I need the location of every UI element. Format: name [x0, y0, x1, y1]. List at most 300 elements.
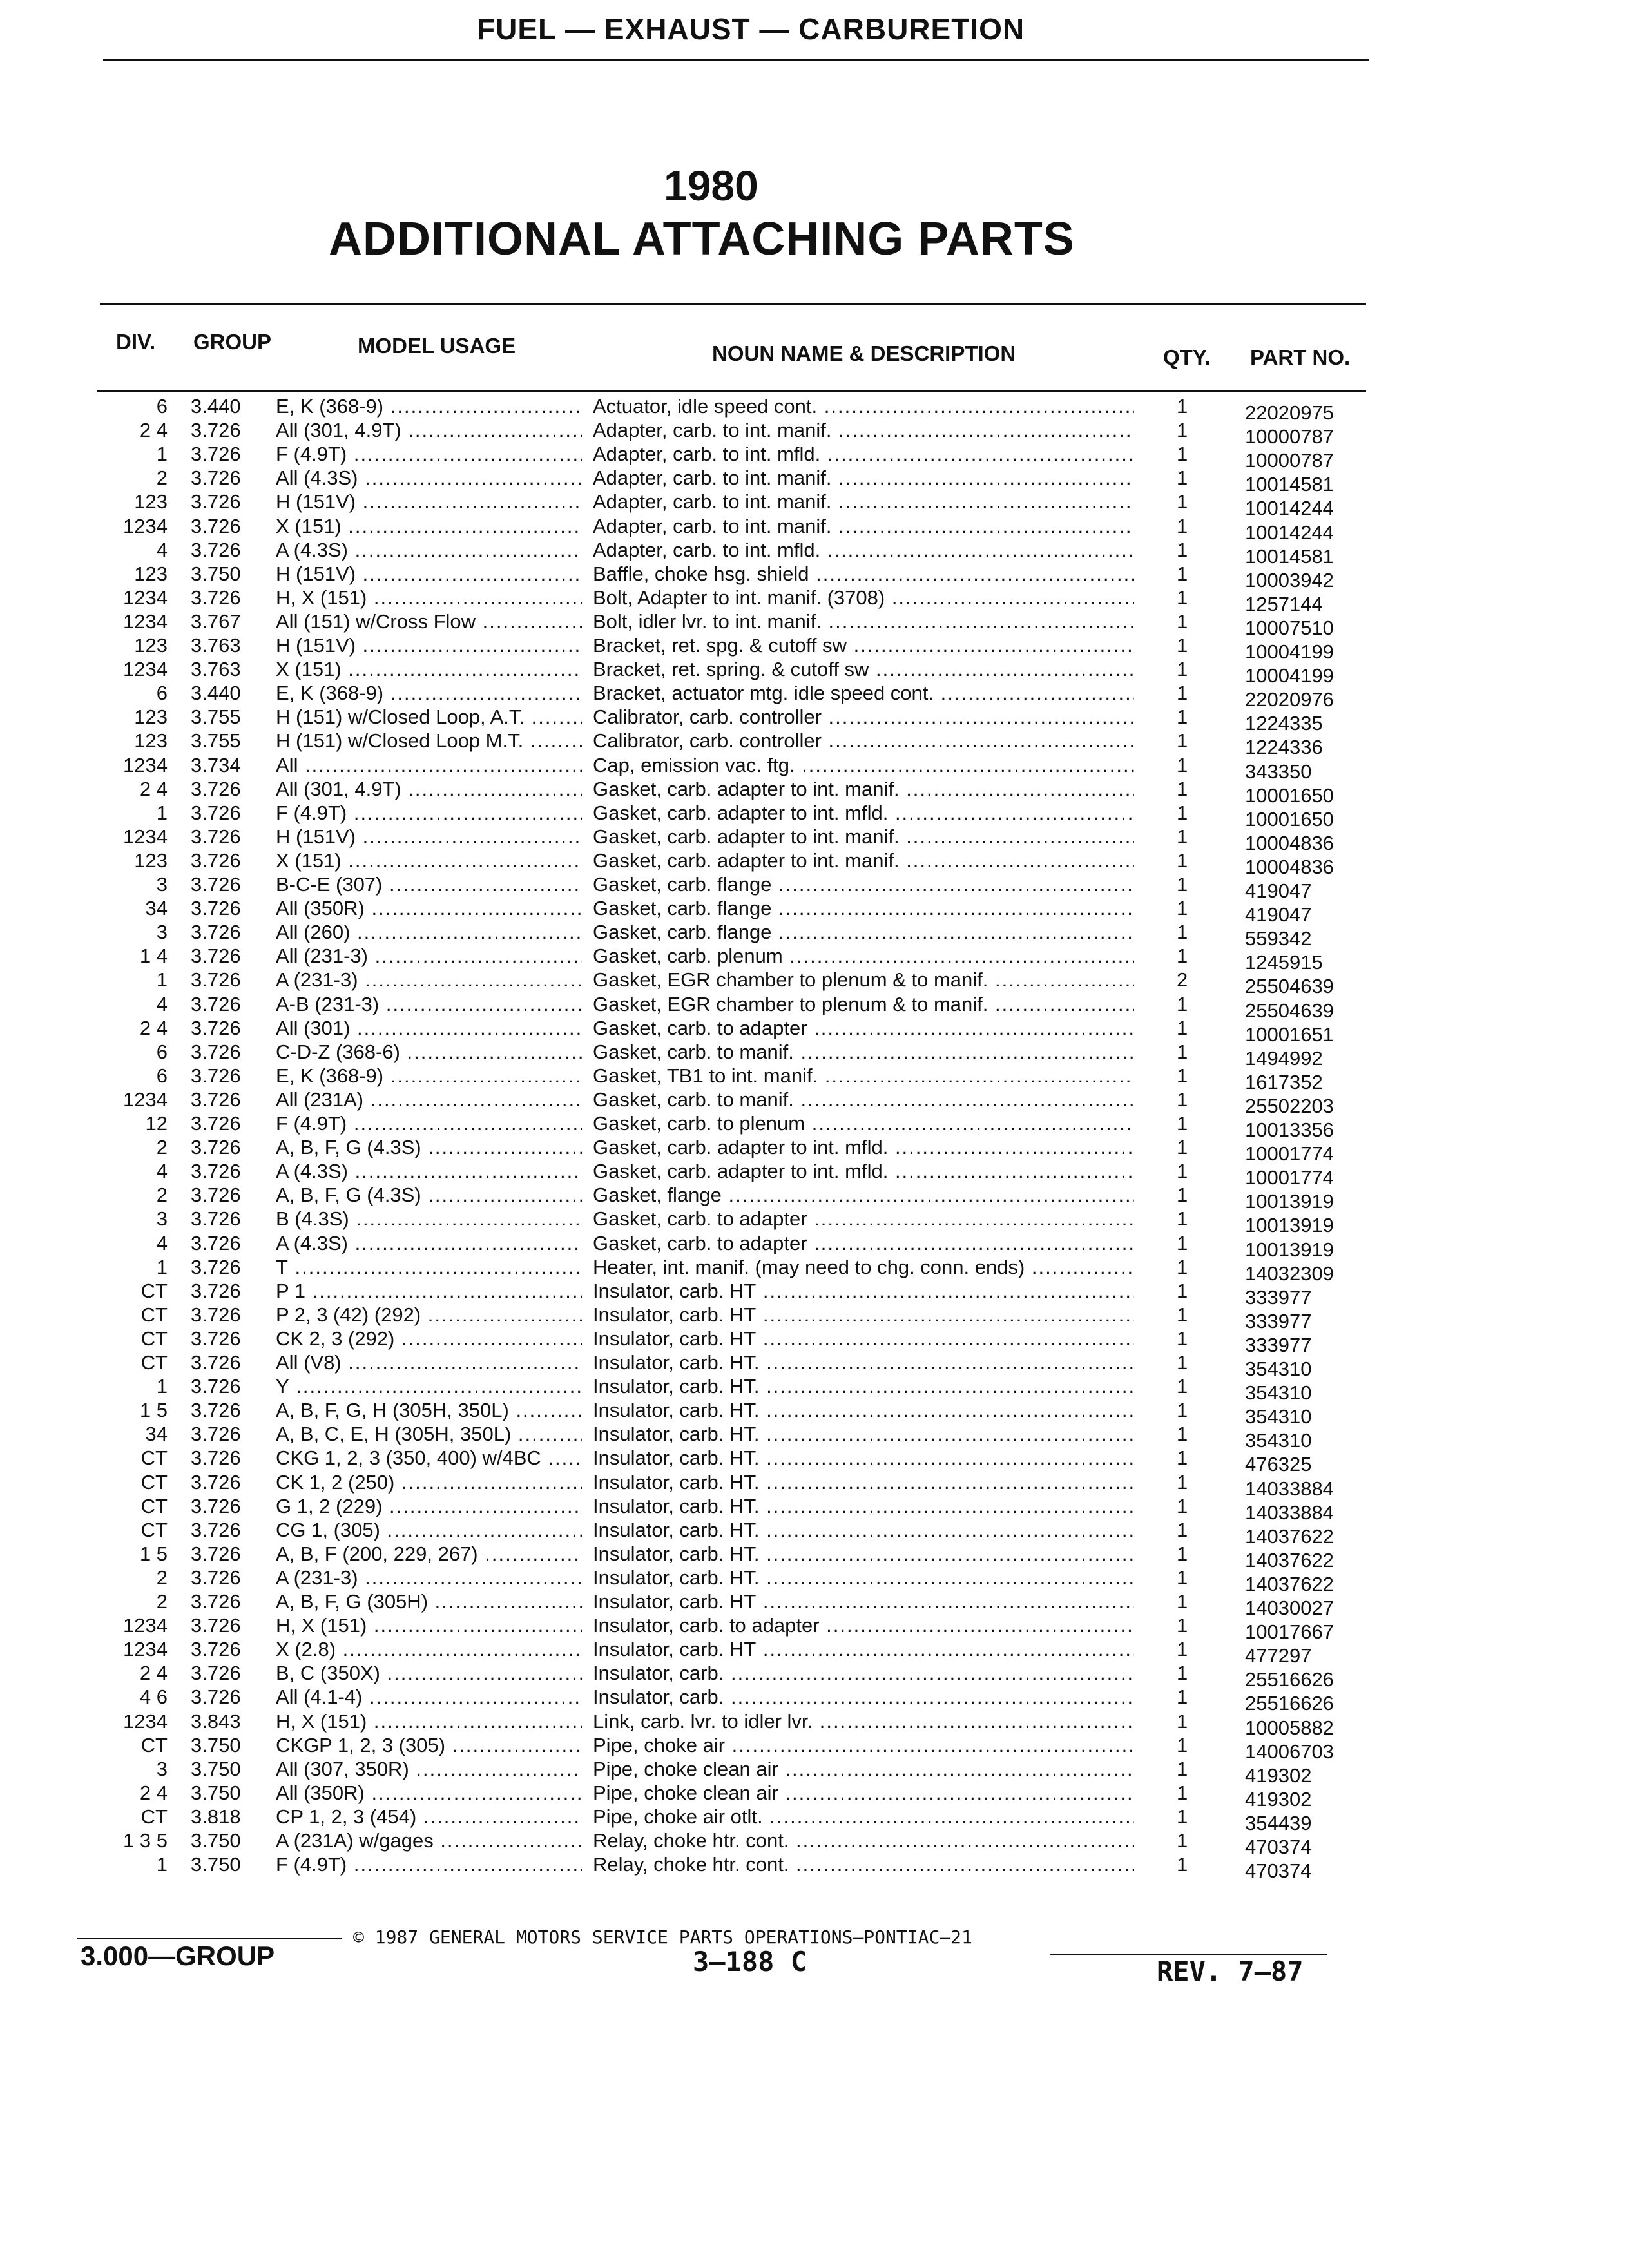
row-group: 3.726: [191, 1423, 241, 1446]
row-group: 3.818: [191, 1805, 241, 1828]
row-qty: 1: [1177, 538, 1188, 561]
row-qty: 1: [1177, 490, 1188, 514]
row-group: 3.726: [191, 1160, 241, 1183]
year-heading: 1980: [664, 162, 758, 209]
row-noun-description: Insulator, carb. .....: [593, 1661, 1134, 1685]
row-qty: 1: [1177, 1614, 1188, 1637]
row-group: 3.726: [191, 419, 241, 442]
row-group: 3.726: [191, 586, 241, 609]
row-qty: 1: [1177, 992, 1188, 1015]
row-div: CT: [140, 1470, 168, 1494]
row-qty: 1: [1177, 873, 1188, 896]
row-div: 2: [156, 466, 168, 490]
row-group: 3.726: [191, 490, 241, 514]
row-part-no: 1257144: [1245, 592, 1323, 615]
row-div: 6: [156, 395, 168, 418]
row-model-usage: CK 1, 2 (250) .....: [276, 1470, 582, 1494]
row-noun-description: Gasket, carb. adapter to int. manif. .....: [593, 777, 1134, 801]
table-row: [0, 872, 1629, 902]
row-part-no: 476325: [1245, 1453, 1312, 1476]
header-rule-bottom: [97, 390, 1366, 392]
row-model-usage: A (231A) w/gages .....: [276, 1829, 582, 1852]
table-row: [0, 896, 1629, 927]
row-model-usage: All (231-3) .....: [276, 944, 582, 968]
row-group: 3.726: [191, 825, 241, 848]
row-div: 2 4: [139, 1662, 168, 1685]
row-noun-description: Bracket, ret. spring. & cutoff sw .....: [593, 657, 1134, 681]
row-qty: 1: [1177, 1351, 1188, 1374]
row-group: 3.726: [191, 514, 241, 537]
row-div: 1234: [123, 1709, 168, 1733]
row-noun-description: Insulator, carb. to adapter .....: [593, 1613, 1134, 1637]
table-row: [0, 1733, 1629, 1763]
row-noun-description: Gasket, EGR chamber to plenum & to manif. .....: [593, 992, 1134, 1016]
table-row: [0, 1685, 1629, 1715]
row-part-no: 25502203: [1245, 1094, 1334, 1117]
row-part-no: 14037622: [1245, 1548, 1334, 1571]
row-group: 3.750: [191, 1757, 241, 1780]
row-qty: 1: [1177, 1375, 1188, 1398]
row-noun-description: Pipe, choke clean air .....: [593, 1781, 1134, 1805]
row-div: 1 5: [139, 1542, 168, 1565]
row-model-usage: All (231A) .....: [276, 1088, 582, 1111]
row-noun-description: Gasket, EGR chamber to plenum & to manif. .....: [593, 968, 1134, 992]
row-qty: 1: [1177, 395, 1188, 418]
row-group: 3.767: [191, 610, 241, 633]
row-noun-description: Bolt, Adapter to int. manif. (3708) .....: [593, 586, 1134, 610]
row-div: CT: [140, 1733, 168, 1756]
table-row: [0, 729, 1629, 759]
table-row: [0, 1327, 1629, 1356]
row-part-no: 14030027: [1245, 1597, 1334, 1619]
row-part-no: 10014244: [1245, 497, 1334, 520]
row-part-no: 419302: [1245, 1763, 1312, 1787]
row-div: 4 6: [139, 1686, 168, 1709]
row-noun-description: Actuator, idle speed cont. .....: [593, 394, 1134, 418]
row-noun-description: Gasket, carb. adapter to int. manif. .....: [593, 825, 1134, 849]
row-qty: 1: [1177, 1494, 1188, 1517]
row-group: 3.726: [191, 801, 241, 824]
row-part-no: 419047: [1245, 879, 1312, 902]
row-part-no: 354310: [1245, 1358, 1312, 1380]
row-group: 3.726: [191, 1088, 241, 1111]
row-noun-description: Insulator, carb. HT .....: [593, 1637, 1134, 1661]
row-qty: 1: [1177, 1829, 1188, 1852]
row-div: 4: [156, 1160, 168, 1183]
row-group: 3.726: [191, 945, 241, 968]
row-qty: 1: [1177, 1733, 1188, 1756]
row-qty: 1: [1177, 419, 1188, 442]
row-noun-description: Pipe, choke clean air .....: [593, 1757, 1134, 1781]
row-part-no: 10013356: [1245, 1119, 1334, 1141]
row-group: 3.726: [191, 968, 241, 992]
row-group: 3.440: [191, 682, 241, 705]
row-qty: 1: [1177, 1040, 1188, 1063]
row-group: 3.726: [191, 873, 241, 896]
row-part-no: 1224335: [1245, 712, 1323, 735]
row-div: 123: [134, 849, 168, 872]
row-noun-description: Link, carb. lvr. to idler lvr. .....: [593, 1709, 1134, 1733]
table-row: [0, 1518, 1629, 1548]
row-qty: 1: [1177, 729, 1188, 753]
row-div: CT: [140, 1518, 168, 1541]
table-row: [0, 753, 1629, 783]
row-noun-description: Calibrator, carb. controller .....: [593, 729, 1134, 753]
row-div: 4: [156, 1231, 168, 1254]
table-row: [0, 586, 1629, 615]
row-div: 2: [156, 1136, 168, 1159]
row-qty: 1: [1177, 1088, 1188, 1111]
row-part-no: 10000787: [1245, 425, 1334, 448]
row-noun-description: Insulator, carb. HT .....: [593, 1303, 1134, 1327]
row-model-usage: All (151) w/Cross Flow .....: [276, 610, 582, 633]
row-model-usage: X (151) .....: [276, 849, 582, 872]
row-qty: 1: [1177, 1279, 1188, 1302]
table-row: [0, 514, 1629, 544]
row-part-no: 14037622: [1245, 1524, 1334, 1548]
row-group: 3.726: [191, 1303, 241, 1326]
row-model-usage: All (350R) .....: [276, 896, 582, 920]
row-part-no: 10004836: [1245, 831, 1334, 854]
row-part-no: 10013919: [1245, 1238, 1334, 1261]
row-model-usage: A-B (231-3) .....: [276, 992, 582, 1016]
row-model-usage: H (151) w/Closed Loop M.T. .....: [276, 729, 582, 753]
table-row: [0, 1040, 1629, 1070]
row-model-usage: All (350R) .....: [276, 1781, 582, 1805]
row-model-usage: All (301, 4.9T) .....: [276, 777, 582, 801]
row-group: 3.755: [191, 706, 241, 729]
table-row: [0, 1231, 1629, 1261]
row-qty: 1: [1177, 1207, 1188, 1231]
row-group: 3.726: [191, 1064, 241, 1087]
row-div: 3: [156, 921, 168, 944]
row-div: 3: [156, 1757, 168, 1780]
row-group: 3.726: [191, 921, 241, 944]
row-part-no: 1617352: [1245, 1070, 1323, 1093]
row-group: 3.750: [191, 562, 241, 585]
row-part-no: 14037622: [1245, 1572, 1334, 1595]
column-header-noun-name: NOUN NAME & DESCRIPTION: [712, 341, 1016, 365]
row-group: 3.726: [191, 1112, 241, 1135]
row-qty: 1: [1177, 777, 1188, 800]
column-header-group: GROUP: [193, 330, 272, 354]
row-div: CT: [140, 1446, 168, 1470]
row-div: 34: [145, 897, 168, 920]
table-row: [0, 1805, 1629, 1834]
row-part-no: 333977: [1245, 1285, 1312, 1309]
row-div: 1234: [123, 610, 168, 633]
row-div: 1234: [123, 1638, 168, 1661]
row-noun-description: Pipe, choke air otlt. .....: [593, 1805, 1134, 1829]
table-row: [0, 1470, 1629, 1500]
row-group: 3.750: [191, 1853, 241, 1876]
row-div: 123: [134, 634, 168, 657]
row-qty: 1: [1177, 921, 1188, 944]
table-row: [0, 1422, 1629, 1452]
row-qty: 1: [1177, 1231, 1188, 1254]
row-div: 1 4: [139, 945, 168, 968]
table-row: [0, 1016, 1629, 1046]
row-div: 2 4: [139, 777, 168, 800]
row-noun-description: Gasket, TB1 to int. manif. .....: [593, 1064, 1134, 1088]
row-noun-description: Insulator, carb. HT. .....: [593, 1350, 1134, 1374]
row-model-usage: A, B, F, G (4.3S) .....: [276, 1183, 582, 1207]
row-group: 3.726: [191, 1231, 241, 1254]
row-qty: 1: [1177, 1566, 1188, 1589]
row-div: 2 4: [139, 419, 168, 442]
table-row: [0, 633, 1629, 663]
row-noun-description: Gasket, carb. flange .....: [593, 872, 1134, 896]
row-group: 3.726: [191, 1542, 241, 1565]
row-model-usage: E, K (368-9) .....: [276, 1064, 582, 1088]
row-model-usage: All (307, 350R) .....: [276, 1757, 582, 1781]
row-noun-description: Insulator, carb. HT. .....: [593, 1422, 1134, 1446]
row-group: 3.726: [191, 1327, 241, 1350]
row-part-no: 559342: [1245, 927, 1312, 950]
row-noun-description: Insulator, carb. .....: [593, 1685, 1134, 1709]
row-noun-description: Gasket, carb. flange .....: [593, 896, 1134, 920]
row-group: 3.726: [191, 849, 241, 872]
row-part-no: 10001650: [1245, 807, 1334, 831]
row-noun-description: Gasket, carb. adapter to int. mfld. .....: [593, 1159, 1134, 1183]
footer-rule-left: [77, 1938, 342, 1939]
row-div: 3: [156, 1207, 168, 1231]
row-part-no: 14006703: [1245, 1740, 1334, 1763]
row-part-no: 10003942: [1245, 568, 1334, 591]
row-part-no: 354439: [1245, 1811, 1312, 1834]
table-row: [0, 1279, 1629, 1309]
row-part-no: 10004199: [1245, 664, 1334, 687]
row-div: 123: [134, 562, 168, 585]
row-div: CT: [140, 1303, 168, 1326]
row-div: 6: [156, 682, 168, 705]
table-row: [0, 1398, 1629, 1428]
table-row: [0, 1709, 1629, 1739]
row-part-no: 343350: [1245, 760, 1312, 783]
table-row: [0, 920, 1629, 950]
row-group: 3.750: [191, 1781, 241, 1804]
row-qty: 1: [1177, 1303, 1188, 1326]
table-row: [0, 849, 1629, 878]
row-part-no: 10014581: [1245, 544, 1334, 568]
row-model-usage: F (4.9T) .....: [276, 1111, 582, 1135]
row-model-usage: A, B, F (200, 229, 267) .....: [276, 1542, 582, 1566]
table-row: [0, 825, 1629, 854]
row-group: 3.726: [191, 1016, 241, 1039]
row-group: 3.755: [191, 729, 241, 753]
row-group: 3.726: [191, 897, 241, 920]
row-group: 3.726: [191, 1638, 241, 1661]
row-part-no: 10013919: [1245, 1190, 1334, 1213]
table-row: [0, 1159, 1629, 1189]
row-qty: 1: [1177, 610, 1188, 633]
row-noun-description: Adapter, carb. to int. manif. .....: [593, 514, 1134, 538]
row-model-usage: A (4.3S) .....: [276, 538, 582, 562]
table-row: [0, 681, 1629, 711]
row-part-no: 14033884: [1245, 1477, 1334, 1500]
table-row: [0, 610, 1629, 639]
row-group: 3.726: [191, 1566, 241, 1589]
row-model-usage: A, B, C, E, H (305H, 350L) .....: [276, 1422, 582, 1446]
row-noun-description: Gasket, carb. to manif. .....: [593, 1088, 1134, 1111]
row-div: 1234: [123, 1088, 168, 1111]
row-model-usage: E, K (368-9) .....: [276, 681, 582, 705]
table-row: [0, 1637, 1629, 1667]
table-row: [0, 490, 1629, 520]
row-qty: 1: [1177, 753, 1188, 776]
row-div: 123: [134, 729, 168, 753]
row-div: 2 4: [139, 1781, 168, 1804]
revision: REV. 7—87: [1157, 1956, 1304, 1987]
table-row: [0, 705, 1629, 735]
row-part-no: 22020975: [1245, 401, 1334, 424]
row-group: 3.726: [191, 1518, 241, 1541]
row-noun-description: Adapter, carb. to int. manif. .....: [593, 466, 1134, 490]
row-model-usage: C-D-Z (368-6) .....: [276, 1040, 582, 1064]
row-qty: 1: [1177, 658, 1188, 681]
row-qty: 1: [1177, 1805, 1188, 1828]
table-row: [0, 1661, 1629, 1691]
row-div: 1: [156, 443, 168, 466]
row-part-no: 22020976: [1245, 688, 1334, 711]
row-noun-description: Gasket, carb. to adapter .....: [593, 1016, 1134, 1040]
row-qty: 1: [1177, 825, 1188, 848]
row-part-no: 1224336: [1245, 736, 1323, 759]
row-model-usage: E, K (368-9) .....: [276, 394, 582, 418]
table-row: [0, 1613, 1629, 1644]
table-row: [0, 1374, 1629, 1405]
row-group: 3.726: [191, 1494, 241, 1517]
table-row: [0, 442, 1629, 472]
row-part-no: 10004199: [1245, 640, 1334, 663]
row-group: 3.726: [191, 777, 241, 800]
table-row: [0, 418, 1629, 448]
row-part-no: 10014581: [1245, 473, 1334, 496]
table-row: [0, 1781, 1629, 1811]
row-div: 4: [156, 538, 168, 561]
row-div: 1234: [123, 586, 168, 609]
row-part-no: 1494992: [1245, 1046, 1323, 1070]
row-qty: 1: [1177, 1518, 1188, 1541]
row-group: 3.440: [191, 395, 241, 418]
row-part-no: 10000787: [1245, 449, 1334, 472]
row-group: 3.726: [191, 443, 241, 466]
row-div: 2: [156, 1566, 168, 1589]
row-qty: 1: [1177, 945, 1188, 968]
row-noun-description: Insulator, carb. HT. .....: [593, 1542, 1134, 1566]
row-noun-description: Adapter, carb. to int. manif. .....: [593, 490, 1134, 514]
row-model-usage: All (V8) .....: [276, 1350, 582, 1374]
row-model-usage: F (4.9T) .....: [276, 1852, 582, 1876]
row-model-usage: CG 1, (305) .....: [276, 1518, 582, 1542]
table-row: [0, 1542, 1629, 1571]
row-noun-description: Insulator, carb. HT. .....: [593, 1374, 1134, 1398]
row-div: 6: [156, 1064, 168, 1087]
table-row: [0, 394, 1629, 424]
row-noun-description: Gasket, carb. to manif. .....: [593, 1040, 1134, 1064]
row-div: 1 5: [139, 1399, 168, 1422]
row-model-usage: A, B, F, G (305H) .....: [276, 1590, 582, 1613]
row-div: 1: [156, 801, 168, 824]
column-header-model-usage: MODEL USAGE: [358, 334, 516, 358]
row-qty: 1: [1177, 801, 1188, 824]
table-row: [0, 944, 1629, 974]
row-qty: 1: [1177, 1327, 1188, 1350]
row-qty: 1: [1177, 586, 1188, 609]
row-part-no: 10001774: [1245, 1142, 1334, 1166]
row-qty: 1: [1177, 1590, 1188, 1613]
row-div: 1: [156, 1853, 168, 1876]
table-row: [0, 1064, 1629, 1093]
row-group: 3.726: [191, 1136, 241, 1159]
row-model-usage: B (4.3S) .....: [276, 1207, 582, 1231]
row-div: 6: [156, 1040, 168, 1063]
row-qty: 1: [1177, 562, 1188, 585]
row-qty: 1: [1177, 706, 1188, 729]
row-noun-description: Pipe, choke air .....: [593, 1733, 1134, 1757]
row-part-no: 25504639: [1245, 975, 1334, 998]
table-row: [0, 968, 1629, 998]
row-group: 3.726: [191, 1184, 241, 1207]
row-noun-description: Insulator, carb. HT. .....: [593, 1446, 1134, 1470]
row-part-no: 14033884: [1245, 1501, 1334, 1524]
table-row: [0, 777, 1629, 807]
row-div: CT: [140, 1494, 168, 1517]
row-div: CT: [140, 1279, 168, 1302]
row-model-usage: All (4.1-4) .....: [276, 1685, 582, 1709]
row-group: 3.726: [191, 1614, 241, 1637]
row-model-usage: CK 2, 3 (292) .....: [276, 1327, 582, 1350]
row-noun-description: Gasket, flange .....: [593, 1183, 1134, 1207]
row-model-usage: All (4.3S) .....: [276, 466, 582, 490]
row-model-usage: H (151V) .....: [276, 633, 582, 657]
row-div: 12: [145, 1112, 168, 1135]
row-part-no: 10014244: [1245, 521, 1334, 544]
row-model-usage: H (151V) .....: [276, 490, 582, 514]
row-model-usage: B, C (350X) .....: [276, 1661, 582, 1685]
row-model-usage: All (260) .....: [276, 920, 582, 944]
row-part-no: 1245915: [1245, 951, 1323, 974]
row-qty: 1: [1177, 1064, 1188, 1087]
row-part-no: 10013919: [1245, 1214, 1334, 1237]
table-row: [0, 1829, 1629, 1858]
row-div: 1234: [123, 753, 168, 776]
row-div: 1234: [123, 1614, 168, 1637]
table-row: [0, 1494, 1629, 1524]
row-div: CT: [140, 1351, 168, 1374]
table-row: [0, 1207, 1629, 1237]
row-model-usage: A, B, F, G, H (305H, 350L) .....: [276, 1398, 582, 1422]
row-qty: 1: [1177, 1016, 1188, 1039]
row-model-usage: T .....: [276, 1255, 582, 1279]
row-model-usage: X (151) .....: [276, 657, 582, 681]
footer-rule-right: [1050, 1954, 1327, 1955]
row-qty: 1: [1177, 634, 1188, 657]
row-noun-description: Insulator, carb. HT. .....: [593, 1518, 1134, 1542]
row-part-no: 10005882: [1245, 1716, 1334, 1739]
row-div: 1234: [123, 825, 168, 848]
row-noun-description: Adapter, carb. to int. mfld. .....: [593, 538, 1134, 562]
page-title: ADDITIONAL ATTACHING PARTS: [329, 213, 1075, 265]
row-model-usage: A (4.3S) .....: [276, 1231, 582, 1255]
row-part-no: 354310: [1245, 1381, 1312, 1405]
row-qty: 1: [1177, 1255, 1188, 1278]
page-number: 3—188 C: [693, 1946, 807, 1977]
row-noun-description: Gasket, carb. to plenum .....: [593, 1111, 1134, 1135]
table-row: [0, 1590, 1629, 1619]
row-qty: 1: [1177, 466, 1188, 490]
row-model-usage: H, X (151) .....: [276, 1709, 582, 1733]
